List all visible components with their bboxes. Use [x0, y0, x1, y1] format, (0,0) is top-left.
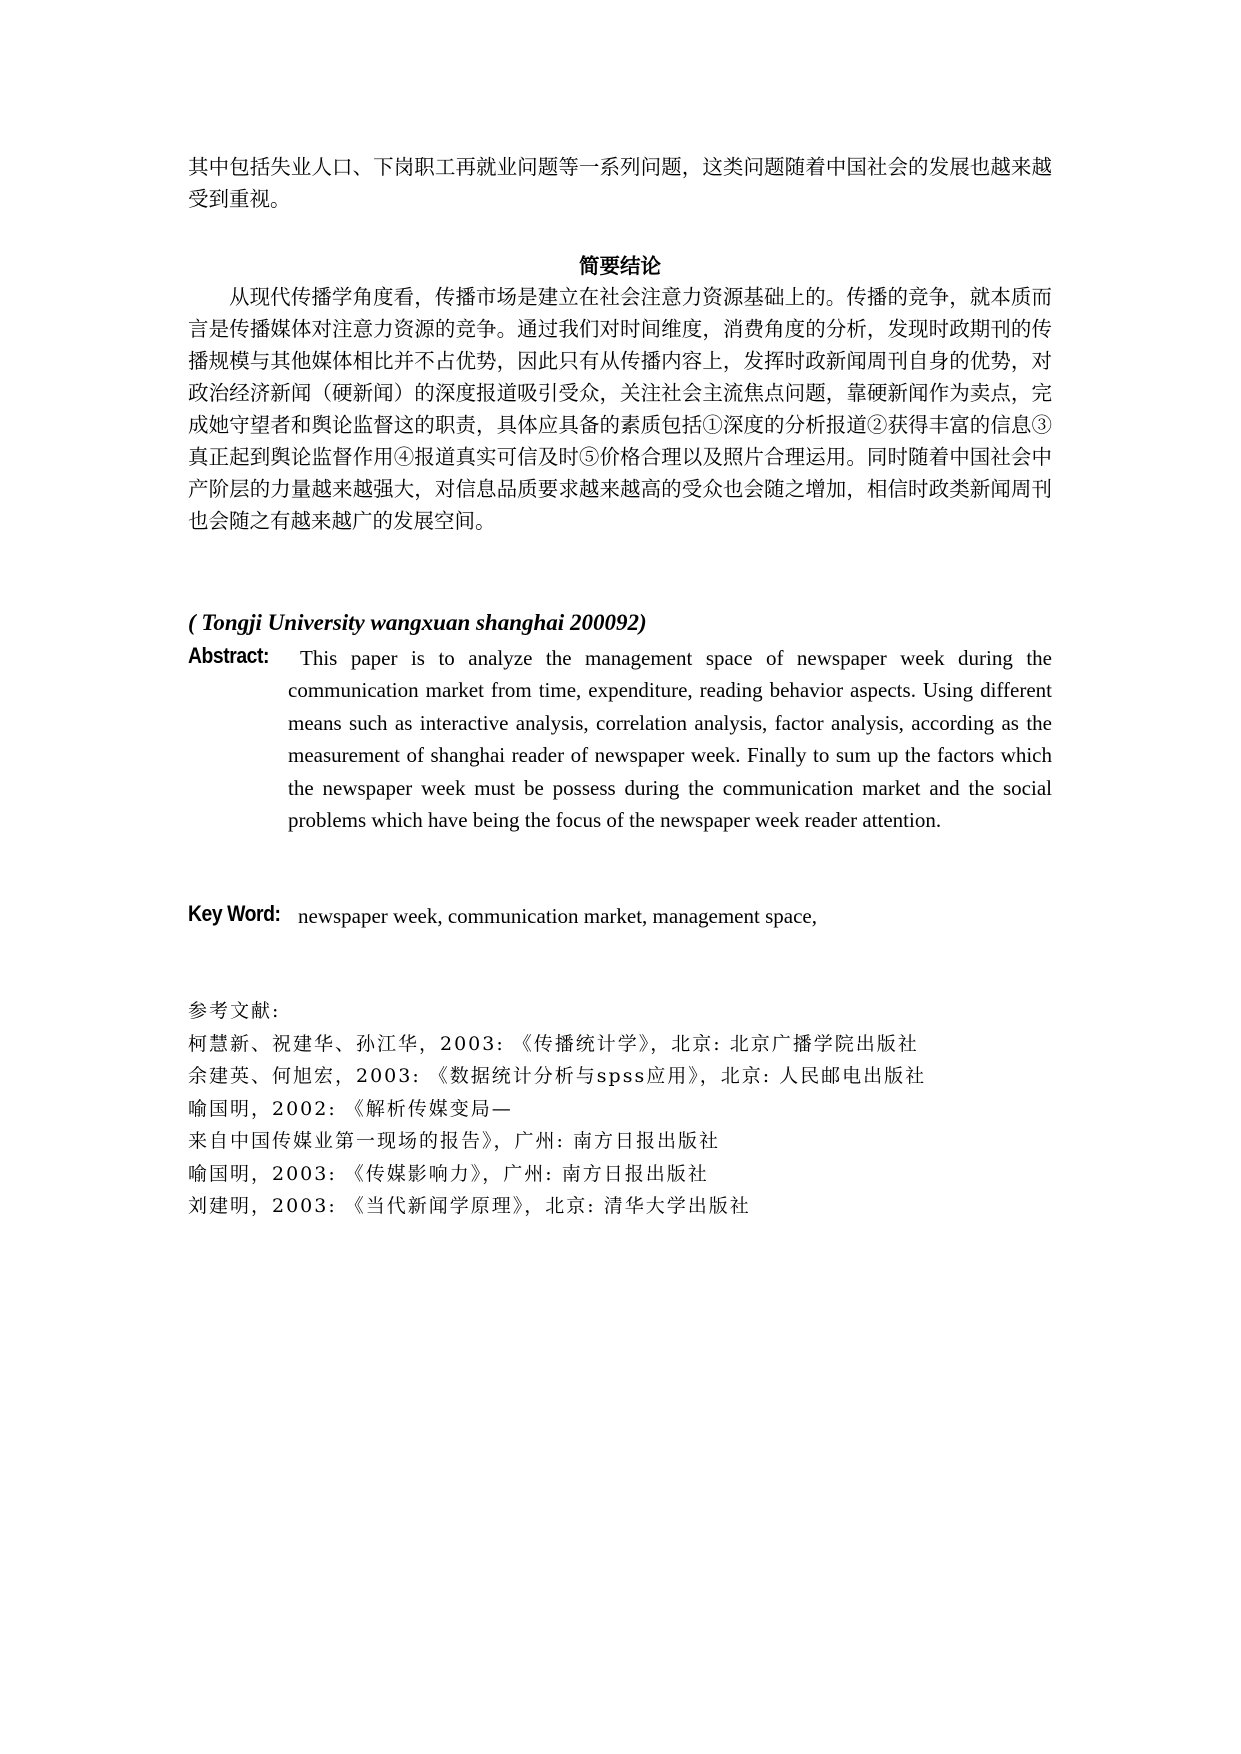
- reference-item: 刘建明，2003: 《当代新闻学原理》，北京: 清华大学出版社: [188, 1195, 751, 1217]
- keywords-label: Key Word:: [188, 901, 281, 926]
- reference-item: 喻国明，2002: 《解析传媒变局—: [188, 1097, 513, 1120]
- references-heading: 参考文献:: [188, 1000, 281, 1022]
- keywords-text: newspaper week, communication market, management space,: [298, 904, 817, 928]
- intro-paragraph: 其中包括失业人口、下岗职工再就业问题等一系列问题，这类问题随着中国社会的发展也越来越受到重视。: [188, 155, 1052, 211]
- abstract-text: This paper is to analyze the management space of newspaper week during the communication market from time, expenditure, reading behavior aspects. Using different means such as interactive analysis, correlation analysis, factor analysis, according as the measurement of shanghai reader of newspaper week. Finally to sum up the factors which the newspaper week must be possess during the communication market and the social problems which have being the focus of the newspaper week reader attention.: [288, 646, 1052, 833]
- conclusion-title: 简要结论: [579, 254, 661, 278]
- reference-item: 余建英、何旭宏，2003: 《数据统计分析与spss应用》，北京: 人民邮电出版社: [188, 1065, 927, 1087]
- author-affiliation: ( Tongji University wangxuan shanghai 200092): [188, 610, 647, 635]
- reference-item: 来自中国传媒业第一现场的报告》，广州: 南方日报出版社: [188, 1130, 720, 1152]
- reference-item: 喻国明，2003: 《传媒影响力》，广州: 南方日报出版社: [188, 1162, 709, 1185]
- reference-item: 柯慧新、祝建华、孙江华，2003: 《传播统计学》，北京: 北京广播学院出版社: [188, 1032, 919, 1055]
- conclusion-paragraph: 从现代传播学角度看，传播市场是建立在社会注意力资源基础上的。传播的竞争，就本质而言是传播媒体对注意力资源的竞争。通过我们对时间维度，消费角度的分析，发现时政期刊的传播规模与其他媒体相比并不占优势，因此只有从传播内容上，发挥时政新闻周刊自身的优势，对政治经济新闻（硬新闻）的深度报道吸引受众，关注社会主流焦点问题，靠硬新闻作为卖点，完成她守望者和舆论监督这的职责，具体应具备的素质包括①深度的分析报道②获得丰富的信息③真正起到舆论监督作用④报道真实可信及时⑤价格合理以及照片合理运用。同时随着中国社会中产阶层的力量越来越强大，对信息品质要求越来越高的受众也会随之增加，相信时政类新闻周刊也会随之有越来越广的发展空间。: [188, 285, 1052, 533]
- references-section: [188, 995, 926, 1223]
- abstract-label: Abstract:: [188, 643, 270, 668]
